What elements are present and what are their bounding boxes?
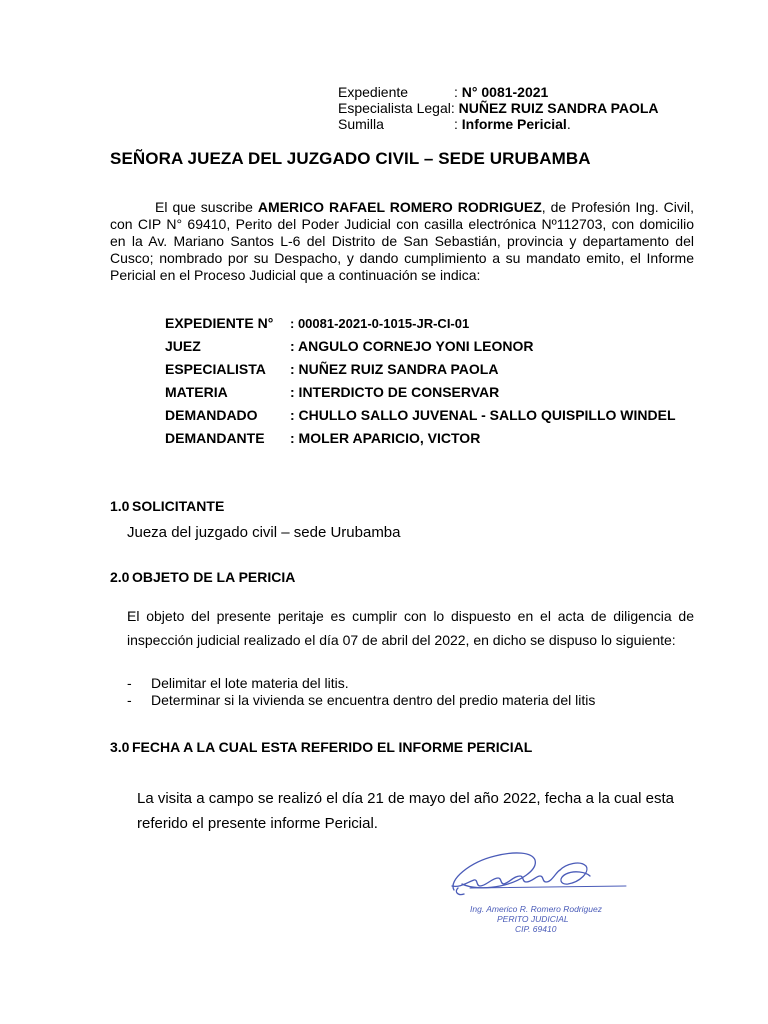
case-row [165, 381, 676, 404]
signature-title: PERITO JUDICIAL [497, 914, 569, 924]
case-value: : INTERDICTO DE CONSERVAR [290, 384, 500, 400]
sumilla-value: Informe Pericial [461, 116, 567, 132]
section-3-paragraph: La visita a campo se realizó el día 21 de mayo del año 2022, fecha a la cual esta referido el presente informe Pericial. [137, 790, 675, 832]
signature-cip: CIP. 69410 [515, 924, 557, 934]
expediente-label: Expediente [338, 84, 409, 100]
section-3-number: 3.0 [110, 739, 130, 755]
section-3-title: FECHA A LA CUAL ESTA REFERIDO EL INFORME PERICIAL [132, 739, 533, 755]
section-1-number: 1.0 [110, 498, 130, 514]
bullet-marker: - [127, 675, 132, 691]
sumilla-label: Sumilla [338, 116, 384, 132]
header-row-expediente [338, 84, 659, 100]
case-row [165, 335, 676, 358]
section-2-bullet-list [127, 675, 595, 709]
header-row-especialista [338, 100, 659, 116]
case-label: JUEZ [165, 338, 201, 354]
intro-paragraph [110, 199, 694, 284]
case-value: : ANGULO CORNEJO YONI LEONOR [290, 338, 534, 354]
case-label: MATERIA [165, 384, 228, 400]
intro-name: AMERICO RAFAEL ROMERO RODRIGUEZ [257, 199, 542, 215]
case-value: : NUÑEZ RUIZ SANDRA PAOLA [290, 361, 499, 377]
case-value: : MOLER APARICIO, VICTOR [290, 430, 481, 446]
case-value: : 00081-2021-0-1015-JR-CI-01 [290, 316, 470, 331]
bullet-text: Delimitar el lote materia del litis. [151, 675, 349, 691]
case-row [165, 358, 676, 381]
expediente-value: N° 0081-2021 [461, 84, 549, 100]
case-value: : CHULLO SALLO JUVENAL - SALLO QUISPILLO WINDEL [290, 407, 676, 423]
case-row [165, 404, 676, 427]
section-3-heading [110, 739, 532, 755]
intro-pre: El que suscribe [155, 199, 258, 215]
case-label: DEMANDANTE [165, 430, 265, 446]
case-row [165, 427, 676, 450]
section-1-title: SOLICITANTE [132, 498, 225, 514]
sumilla-separator: : [454, 116, 458, 132]
case-info-table [165, 312, 676, 450]
section-2-paragraph [127, 604, 694, 652]
section-1-text: Jueza del juzgado civil – sede Urubamba [127, 524, 401, 541]
list-item [127, 675, 595, 692]
signature-name: Ing. Americo R. Romero Rodriguez [470, 904, 602, 914]
case-label: EXPEDIENTE N° [165, 315, 274, 331]
expediente-separator: : [454, 84, 458, 100]
especialista-label: Especialista Legal: [338, 100, 455, 116]
bullet-text: Determinar si la vivienda se encuentra dentro del predio materia del litis [151, 692, 596, 708]
section-2-line-2: inspección judicial realizado el día 07 de abril del 2022, en dicho se dispuso lo siguiente: [127, 632, 676, 648]
case-label: DEMANDADO [165, 407, 258, 423]
intro-post: , de Profesión Ing. Civil, con CIP N° 69410, Perito del Poder Judicial con casilla electrónica Nº112703, con domicilio en la Av. Mariano Santos L-6 del Distrito de San Sebastián, provincia y departamento del Cusco; nombrado por su Despacho, y dando cumplimiento a su mandato emito, el Informe Pericial en el Proceso Judicial que a continuación se indica: [110, 199, 694, 283]
section-2-title: OBJETO DE LA PERICIA [132, 569, 296, 585]
case-row [165, 312, 676, 335]
section-1-heading [110, 498, 224, 514]
document-title: SEÑORA JUEZA DEL JUZGADO CIVIL – SEDE URUBAMBA [110, 149, 591, 168]
section-2-line-1: El objeto del presente peritaje es cumplir con lo dispuesto en el acta de diligencia de [127, 608, 694, 624]
case-header [338, 84, 659, 132]
section-2-heading [110, 569, 295, 585]
especialista-value: NUÑEZ RUIZ SANDRA PAOLA [458, 100, 659, 116]
header-row-sumilla: Sumilla : Informe Pericial . [338, 116, 571, 132]
case-label: ESPECIALISTA [165, 361, 266, 377]
section-2-number: 2.0 [110, 569, 130, 585]
bullet-marker: - [127, 692, 132, 708]
list-item [127, 692, 595, 709]
